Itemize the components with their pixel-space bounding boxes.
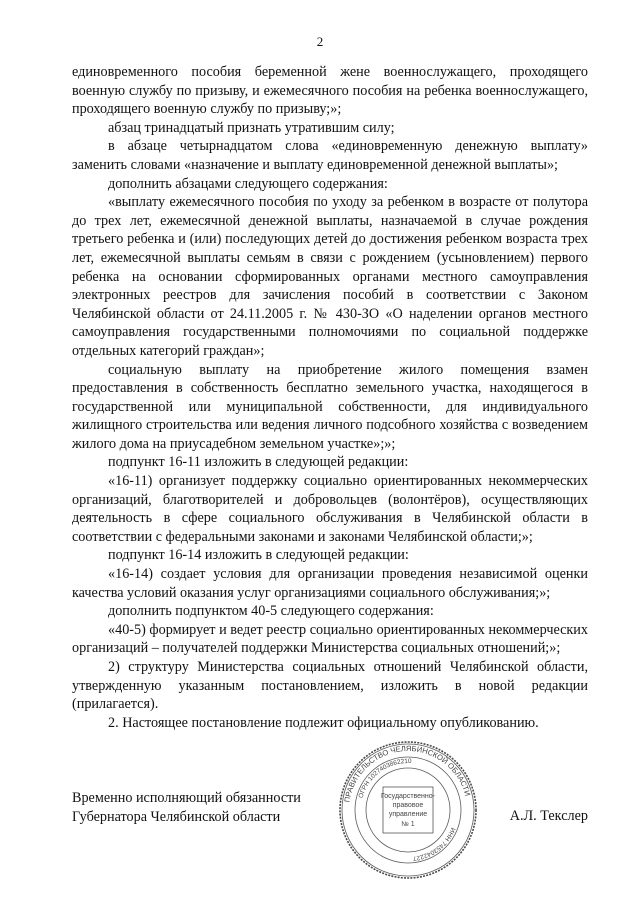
- document-body: [72, 63, 588, 732]
- page-number: 2: [316, 34, 324, 49]
- official-seal-stamp: [338, 740, 478, 880]
- seal-inn-text: ИНН 7453042227: [412, 826, 457, 862]
- seal-ring-4: [366, 768, 450, 852]
- signature-position-line-2: Губернатора Челябинской области: [72, 808, 281, 825]
- paragraph: социальную выплату на приобретение жилого помещения взамен предоставления в собственность бесплатно земельного участка, находящегося в государственной или муниципальной собственности, для индивидуального жилищного строительства или ведения личного подсобного хозяйства с возведением жилого дома на приусадебном земельном участке»;»;: [72, 361, 588, 452]
- paragraph: дополнить подпунктом 40-5 следующего содержания:: [108, 603, 434, 620]
- paragraph: «16-11) организует поддержку социально ориентированных некоммерческих организаций, благотворителей и добровольцев (волонтёров), осуществляющих деятельность в сфере социального обслуживания в Челябинской области в соответствии с федеральными законами и законами Челябинской области;»;: [72, 473, 588, 545]
- paragraph: абзац тринадцатый признать утратившим силу;: [108, 119, 395, 136]
- paragraph: «16-14) создает условия для организации проведения независимой оценки качества условий оказания услуг организациями социального обслуживания;»;: [72, 566, 588, 601]
- seal-center-line-1: Государственно-: [380, 793, 436, 800]
- paragraph: «выплату ежемесячного пособия по уходу за ребенком в возрасте от полутора до трех лет, ежемесячной денежной выплаты, назначаемой в случае рождения третьего ребенка и (или) последующих детей до достижения ребенком возраста трех лет, ежемесячной выплаты семьям в связи с рождением (усыновлением) первого ребенка на основании сформированных органами местного самоуправления электронных реестров для зачисления пособий в соответствии с Законом Челябинской области от 24.11.2005 г. № 430-ЗО «О наделении органов местного самоуправления государственными полномочиями по социальной поддержке отдельных категорий граждан»;: [72, 194, 588, 359]
- seal-center-line-3: управление: [388, 811, 428, 818]
- signatory-name: А.Л. Текслер: [509, 808, 588, 824]
- seal-center-line-4: № 1: [401, 821, 415, 828]
- seal-ogrn-text: ОГРН 1027403862210: [357, 757, 412, 799]
- paragraph: единовременного пособия беременной жене военнослужащего, проходящего военную службу по призыву, и ежемесячного пособия на ребенка военнослужащего, проходящего военную службу по призыву;»;: [72, 64, 588, 118]
- signature-position-line-1: Временно исполняющий обязанности: [72, 790, 301, 806]
- paragraph: подпункт 16-14 изложить в следующей редакции:: [108, 547, 409, 564]
- paragraph: в абзаце четырнадцатом слова «единовременную денежную выплату» заменить словами «назначение и выплату единовременной денежной выплаты»;: [72, 138, 588, 173]
- seal-outer-text: ПРАВИТЕЛЬСТВО ЧЕЛЯБИНСКОЙ ОБЛАСТИ: [342, 743, 473, 803]
- paragraph: 2) структуру Министерства социальных отношений Челябинской области, утвержденную указанным постановлением, изложить в новой редакции (прилагается).: [72, 659, 588, 713]
- paragraph: подпункт 16-11 изложить в следующей редакции:: [108, 454, 409, 471]
- signature-position: [72, 789, 301, 826]
- paragraph: «40-5) формирует и ведет реестр социально ориентированных некоммерческих организаций – получателей поддержки Министерства социальных отношений;»;: [72, 621, 588, 657]
- paragraph: 2. Настоящее постановление подлежит официальному опубликованию.: [108, 714, 539, 731]
- seal-center-line-2: правовое: [392, 802, 424, 809]
- seal-ring-3: [355, 757, 461, 863]
- paragraph: дополнить абзацами следующего содержания:: [108, 175, 388, 192]
